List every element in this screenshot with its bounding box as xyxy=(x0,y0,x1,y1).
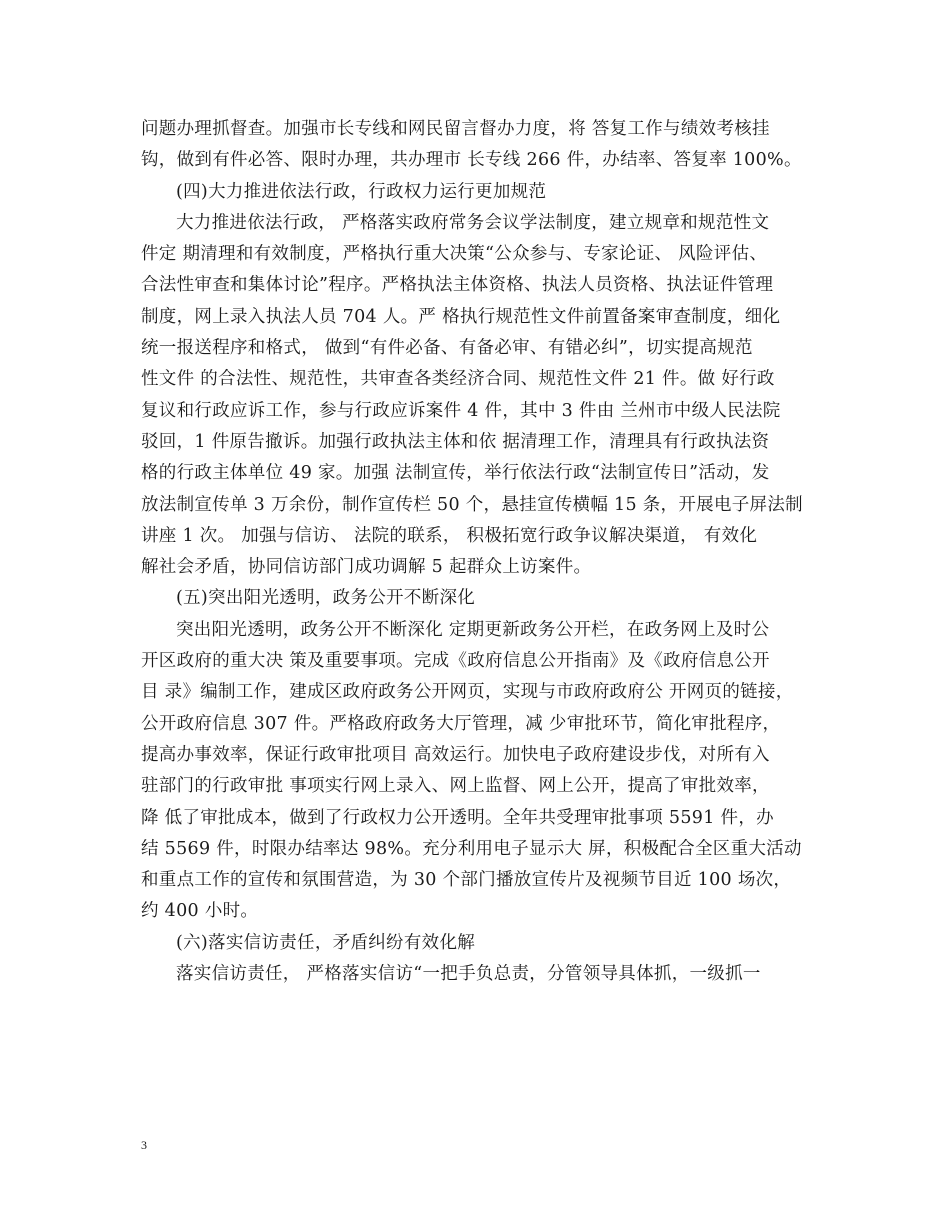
paragraph-line: 格的行政主体单位 49 家。加强 法制宣传，举行依法行政“法制宣传日”活动，发 xyxy=(141,463,770,484)
paragraph-line: 制度，网上录入执法人员 704 人。严 格执行规范性文件前置备案审查制度，细化 xyxy=(141,306,781,327)
paragraph-line: 落实信访责任， 严格落实信访“一把手负总责，分管领导具体抓，一级抓一 xyxy=(176,964,761,985)
paragraph-line: 性文件 的合法性、规范性，共审查各类经济合同、规范性文件 21 件。做 好行政 xyxy=(141,369,775,390)
paragraph-line: 件定 期清理和有效制度，严格执行重大决策“公众参与、专家论证、 风险评估、 xyxy=(141,244,768,265)
document-body xyxy=(141,114,811,990)
paragraph-line: 约 400 小时。 xyxy=(141,901,259,922)
section-heading: (五)突出阳光透明，政务公开不断深化 xyxy=(176,588,476,609)
section-heading: (四)大力推进依法行政，行政权力运行更加规范 xyxy=(176,181,547,202)
paragraph-line: 放法制宣传单 3 万余份，制作宣传栏 50 个，悬挂宣传横幅 15 条，开展电子屏法制 xyxy=(141,494,803,515)
paragraph-line: 驻部门的行政审批 事项实行网上录入、网上监督、网上公开，提高了审批效率， xyxy=(141,776,770,797)
paragraph-line: 突出阳光透明，政务公开不断深化 定期更新政务公开栏，在政务网上及时公 xyxy=(176,619,770,640)
paragraph-line: 驳回，1 件原告撤诉。加强行政执法主体和依 据清理工作，清理具有行政执法资 xyxy=(141,431,770,452)
paragraph-line: 讲座 1 次。 加强与信访、 法院的联系， 积极拓宽行政争议解决渠道， 有效化 xyxy=(141,525,758,546)
paragraph-line: 问题办理抓督查。加强市长专线和网民留言督办力度，将 答复工作与绩效考核挂 xyxy=(141,119,770,139)
paragraph-line: 和重点工作的宣传和氛围营造，为 30 个部门播放宣传片及视频节目近 100 场次， xyxy=(141,870,792,891)
paragraph-line: 提高办事效率，保证行政审批项目 高效运行。加快电子政府建设步伐，对所有入 xyxy=(141,744,770,765)
paragraph-line: 公开政府信息 307 件。严格政府政务大厅管理，减 少审批环节，简化审批程序， xyxy=(141,713,781,734)
section-heading: (六)落实信访责任，矛盾纠纷有效化解 xyxy=(176,932,476,953)
paragraph-line: 目 录》编制工作，建成区政府政务公开网页，实现与市政府政府公 开网页的链接， xyxy=(141,682,794,703)
paragraph-line: 钩，做到有件必答、限时办理，共办理市 长专线 266 件，办结率、答复率 100%。 xyxy=(141,150,802,171)
paragraph-line: 复议和行政应诉工作，参与行政应诉案件 4 件，其中 3 件由 兰州市中级人民法院 xyxy=(141,400,781,421)
paragraph-line: 开区政府的重大决 策及重要事项。完成《政府信息公开指南》及《政府信息公开 xyxy=(141,651,770,672)
paragraph-line: 统一报送程序和格式， 做到“有件必备、有备必审、有错必纠”，切实提高规范 xyxy=(141,338,753,359)
paragraph-line: 降 低了审批成本，做到了行政权力公开透明。全年共受理审批事项 5591 件，办 xyxy=(141,807,774,828)
paragraph-line: 结 5569 件，时限办结率达 98%。充分利用电子显示大 屏，积极配合全区重大活动 xyxy=(141,838,802,859)
paragraph-line: 解社会矛盾，协同信访部门成功调解 5 起群众上访案件。 xyxy=(141,557,592,578)
paragraph-line: 大力推进依法行政， 严格落实政府常务会议学法制度，建立规章和规范性文 xyxy=(176,212,770,233)
page-number: 3 xyxy=(141,1138,147,1152)
paragraph-line: 合法性审查和集体讨论”程序。严格执法主体资格、执法人员资格、执法证件管理 xyxy=(141,275,774,296)
